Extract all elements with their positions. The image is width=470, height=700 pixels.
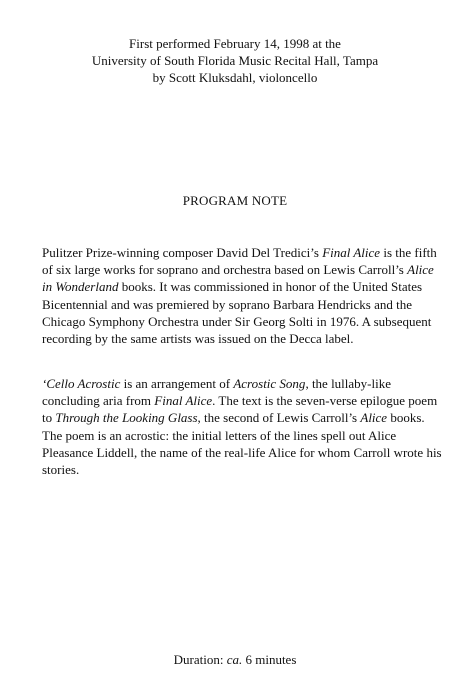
premiere-line-performer: by Scott Kluksdahl, violoncello <box>152 70 318 85</box>
duration-line <box>0 652 470 668</box>
para2-text-3: . The text is the seven-verse epilogue poem to <box>42 393 438 426</box>
premiere-line-date: First performed February 14, 1998 at the <box>129 36 341 51</box>
paragraph-acrostic <box>42 375 442 478</box>
para1-text-3: books. It was commissioned in honor of the United States Bicentennial and was premiered by soprano Barbara Hendricks and the Chicago Symphony Orchestra under Sir Georg Solti in 1976. A subsequent recording by the same artists was issued on the Decca label. <box>42 279 432 347</box>
duration-ca: ca. <box>226 652 243 667</box>
program-note-heading: PROGRAM NOTE <box>182 193 288 208</box>
para1-title-final-alice: Final Alice <box>322 245 381 260</box>
duration-value: 6 minutes <box>242 652 297 667</box>
para2-text-2: , the lullaby-like concluding aria from <box>42 376 391 409</box>
para2-title-cello-acrostic: ‘Cello Acrostic <box>42 376 121 391</box>
para2-title-alice: Alice <box>360 410 388 426</box>
premiere-info <box>0 35 470 86</box>
para1-title-alice-in-wonderland: Alice in Wonderland <box>42 262 434 295</box>
para1-text-1: Pulitzer Prize-winning composer David Del Tredici’s <box>42 245 323 260</box>
premiere-line-venue: University of South Florida Music Recital Hall, Tampa <box>91 53 379 68</box>
para2-title-acrostic-song: Acrostic Song <box>233 376 306 391</box>
para2-text-4: , the second of Lewis Carroll’s <box>197 410 361 426</box>
duration-label: Duration: <box>173 652 227 667</box>
para2-title-final-alice: Final Alice <box>154 393 213 409</box>
para2-title-through-the-looking-glass: Through the Looking Glass <box>55 410 198 426</box>
para1-text-2: is the fifth of six large works for soprano and orchestra based on Lewis Carroll’s <box>42 245 437 278</box>
paragraph-background <box>42 244 442 347</box>
para2-text-5: books. The poem is an acrostic: the initial letters of the lines spell out Alice Pleasance Liddell, the name of the real-life Alice for whom Carroll wrote his stories. <box>42 410 442 478</box>
para2-text-1: is an arrangement of <box>120 376 234 391</box>
